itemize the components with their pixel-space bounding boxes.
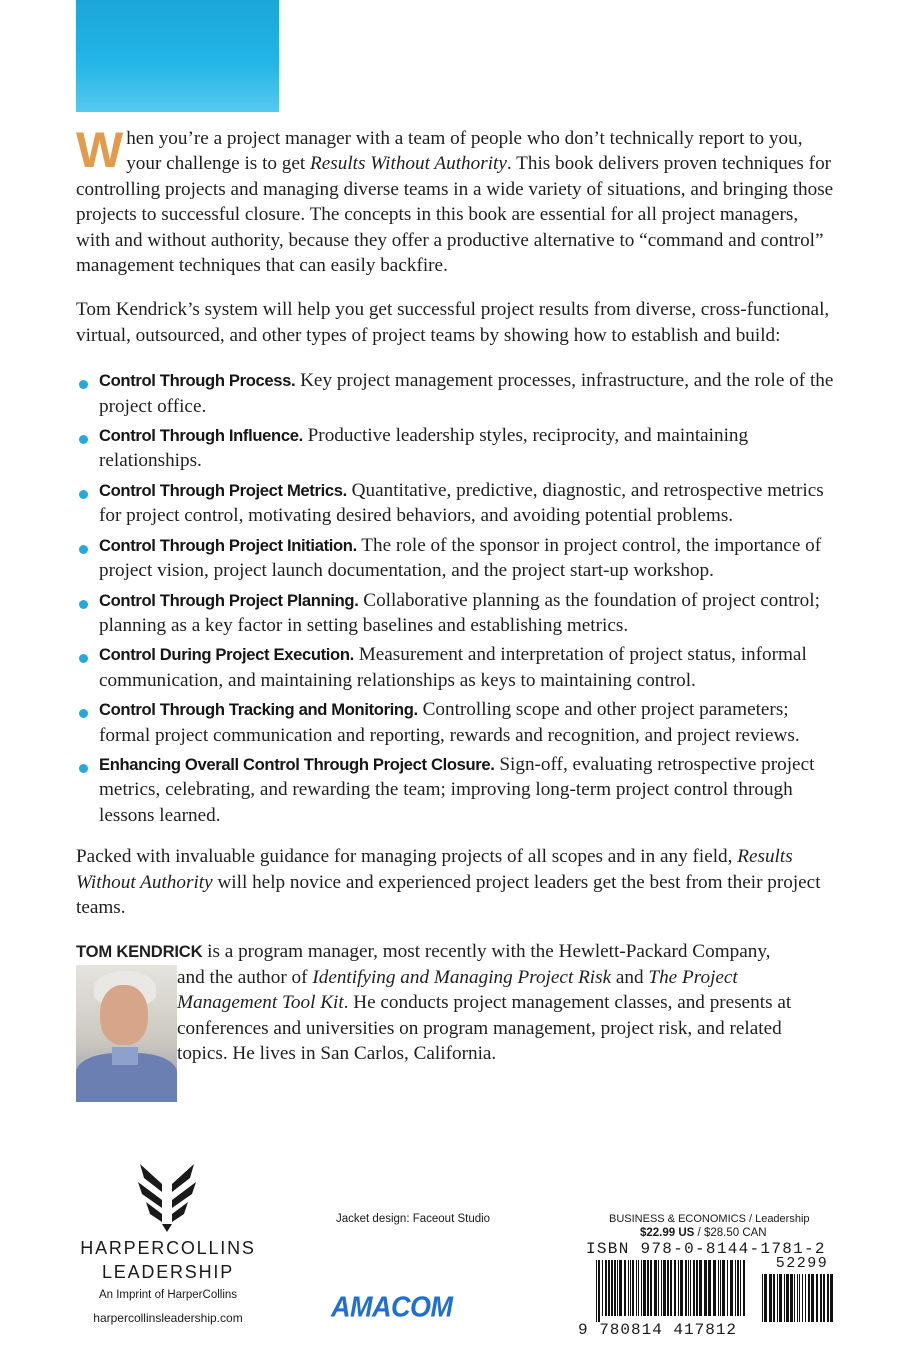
isbn-label: ISBN 978-0-8144-1781-2 [586, 1240, 826, 1258]
closing-paragraph: Packed with invaluable guidance for managing projects of all scopes and in any field, Results Without Authority will help novice and experienced project leaders get the best from their project teams. [76, 846, 821, 918]
barcode-bar [596, 1260, 597, 1322]
author-name: TOM KENDRICK [76, 942, 203, 962]
barcode-bar [685, 1260, 687, 1316]
barcode-bar [658, 1260, 659, 1316]
barcode-bar [624, 1260, 626, 1316]
barcode-bar [643, 1260, 646, 1316]
barcode-bar [630, 1260, 631, 1316]
bio-text: and the author of Identifying and Managing Project Risk and The Project Management Tool Kit. He conducts project management classes, and presents at conferences and universities on program management, project risk, and related topics. He lives in San Carlos, California. [177, 966, 792, 1064]
imprint-label: An Imprint of HarperCollins [98, 1289, 238, 1301]
intro-paragraph: When you’re a project manager with a team of people who don’t technically report to you, your challenge is to get Results Without Authority. This book delivers proven techniques for controlling projects and managing diverse teams in a wide variety of situations, and bringing those projects to successful closure. The concepts in this book are essential for all project managers, with and without authority, because they offer a productive alternative to “command and control” management techniques that can easily backfire. [76, 122, 834, 277]
barcode-bar [704, 1260, 707, 1316]
list-item: Control Through Process. Key project management processes, infrastructure, and the role of the project office. [76, 368, 836, 419]
barcode-bar [718, 1260, 719, 1316]
barcode-bar [674, 1260, 676, 1316]
system-paragraph: Tom Kendrick’s system will help you get successful project results from diverse, cross-functional, virtual, outsourced, and other types of project teams by showing how to establish and build: [76, 299, 830, 346]
barcode-bar [693, 1260, 695, 1316]
barcode-bar [661, 1260, 662, 1316]
amacom-logo: AMACOM [331, 1291, 453, 1323]
bullet-icon [79, 654, 88, 663]
barcode-bar [823, 1274, 825, 1322]
barcode-bar [602, 1260, 603, 1316]
bullet-icon [79, 764, 88, 773]
barcode-addon [762, 1274, 836, 1322]
barcode-bar [636, 1260, 637, 1316]
barcode-bar [784, 1274, 785, 1322]
bullet-icon [79, 709, 88, 718]
barcode-bar [690, 1260, 691, 1316]
barcode-bar [670, 1260, 672, 1316]
barcode-bar [827, 1274, 829, 1322]
barcode-bar [799, 1274, 800, 1322]
bullet-icon [79, 490, 88, 499]
barcode-bar [786, 1274, 789, 1322]
barcode-bar [730, 1260, 733, 1316]
harpercollins-flame-icon [136, 1162, 198, 1234]
barcode-bar [598, 1260, 600, 1322]
barcode-bar [611, 1260, 613, 1316]
barcode-bar [740, 1260, 741, 1316]
barcode-bar [608, 1260, 610, 1316]
list-item: Control Through Influence. Productive leadership styles, reciprocity, and maintaining relationships. [76, 423, 836, 474]
list-item: Control Through Tracking and Monitoring. Controlling scope and other project parameters; formal project communication and reporting, rewards and recognition, and project reviews. [76, 697, 836, 748]
barcode-bar [663, 1260, 666, 1316]
bullet-icon [79, 380, 88, 389]
barcode-bar [764, 1274, 767, 1322]
barcode-bar [737, 1260, 739, 1316]
publisher-website: harpercollinsleadership.com [93, 1311, 243, 1325]
barcode-bar [699, 1260, 702, 1316]
bullet-icon [79, 545, 88, 554]
addon-digits: 52299 [775, 1255, 829, 1272]
barcode-bar [614, 1260, 616, 1316]
barcode-bar [722, 1260, 725, 1316]
barcode [596, 1260, 748, 1322]
barcode-bar [805, 1274, 806, 1322]
price-label: $22.99 US / $28.50 CAN [640, 1227, 767, 1239]
book-title: Results Without Authority [76, 846, 793, 893]
barcode-bar [830, 1274, 833, 1322]
barcode-bar [762, 1274, 763, 1322]
barcode-bar [797, 1274, 798, 1322]
barcode-bar [638, 1260, 639, 1316]
barcode-bar [790, 1274, 793, 1322]
publisher-name: HARPERCOLLINS LEADERSHIP [80, 1238, 256, 1282]
barcode-bar [654, 1260, 657, 1316]
bullet-icon [79, 600, 88, 609]
barcode-bar [617, 1260, 618, 1316]
barcode-bar [696, 1260, 698, 1316]
barcode-bar [802, 1274, 803, 1322]
author-bio [76, 939, 836, 1066]
barcode-bar [777, 1274, 778, 1322]
barcode-bar [794, 1274, 795, 1322]
feature-list [76, 368, 836, 828]
bio-body [76, 965, 836, 1067]
category-label: BUSINESS & ECONOMICS / Leadership [609, 1213, 810, 1225]
bullet-icon [79, 435, 88, 444]
barcode-bar [808, 1274, 810, 1322]
barcode-bar [680, 1260, 683, 1316]
barcode-bar [816, 1274, 818, 1322]
barcode-bar [743, 1260, 745, 1316]
book-title: Results Without Authority [310, 153, 507, 175]
list-item: Control Through Project Planning. Collaborative planning as the foundation of project control; planning as a key factor in setting baselines and establishing metrics. [76, 588, 836, 639]
drop-cap: W [76, 122, 123, 178]
barcode-bar [650, 1260, 652, 1316]
barcode-bar [628, 1260, 629, 1316]
jacket-credit: Jacket design: Faceout Studio [336, 1213, 491, 1225]
footer [0, 1160, 907, 1360]
barcode-bar [641, 1260, 642, 1316]
barcode-bar [773, 1274, 775, 1322]
author-photo [76, 965, 177, 1102]
list-item: Enhancing Overall Control Through Project Closure. Sign-off, evaluating retrospective project metrics, celebrating, and rewarding the team; improving long-term project control through lessons learned. [76, 752, 836, 828]
barcode-bar [769, 1274, 772, 1322]
barcode-bar [647, 1260, 649, 1316]
barcode-bar [708, 1260, 711, 1316]
barcode-bar [727, 1260, 728, 1316]
list-item: Control During Project Execution. Measurement and interpretation of project status, informal communication, and maintaining relationships as keys to maintaining control. [76, 642, 836, 693]
back-cover-text [76, 122, 836, 1102]
list-item: Control Through Project Initiation. The role of the sponsor in project control, the importance of project vision, project launch documentation, and the project start-up workshop. [76, 533, 836, 584]
barcode-bar [688, 1260, 689, 1316]
ean-digits: 9 780814 417812 [578, 1321, 738, 1339]
barcode-bar [605, 1260, 607, 1316]
barcode-bar [632, 1260, 634, 1316]
barcode-bar [619, 1260, 622, 1316]
list-item: Control Through Project Metrics. Quantitative, predictive, diagnostic, and retrospective metrics for project control, motivating desired behaviors, and avoiding potential problems. [76, 478, 836, 529]
bio-first-line: TOM KENDRICK is a program manager, most recently with the Hewlett-Packard Company, [76, 941, 771, 963]
barcode-bar [713, 1260, 716, 1316]
barcode-bar [667, 1260, 669, 1316]
barcode-bar [678, 1260, 679, 1316]
barcode-bar [720, 1260, 721, 1316]
barcode-bar [779, 1274, 782, 1322]
barcode-bar [811, 1274, 814, 1322]
cover-accent-block [76, 0, 279, 112]
barcode-bar [735, 1260, 736, 1316]
barcode-bar [820, 1274, 822, 1322]
